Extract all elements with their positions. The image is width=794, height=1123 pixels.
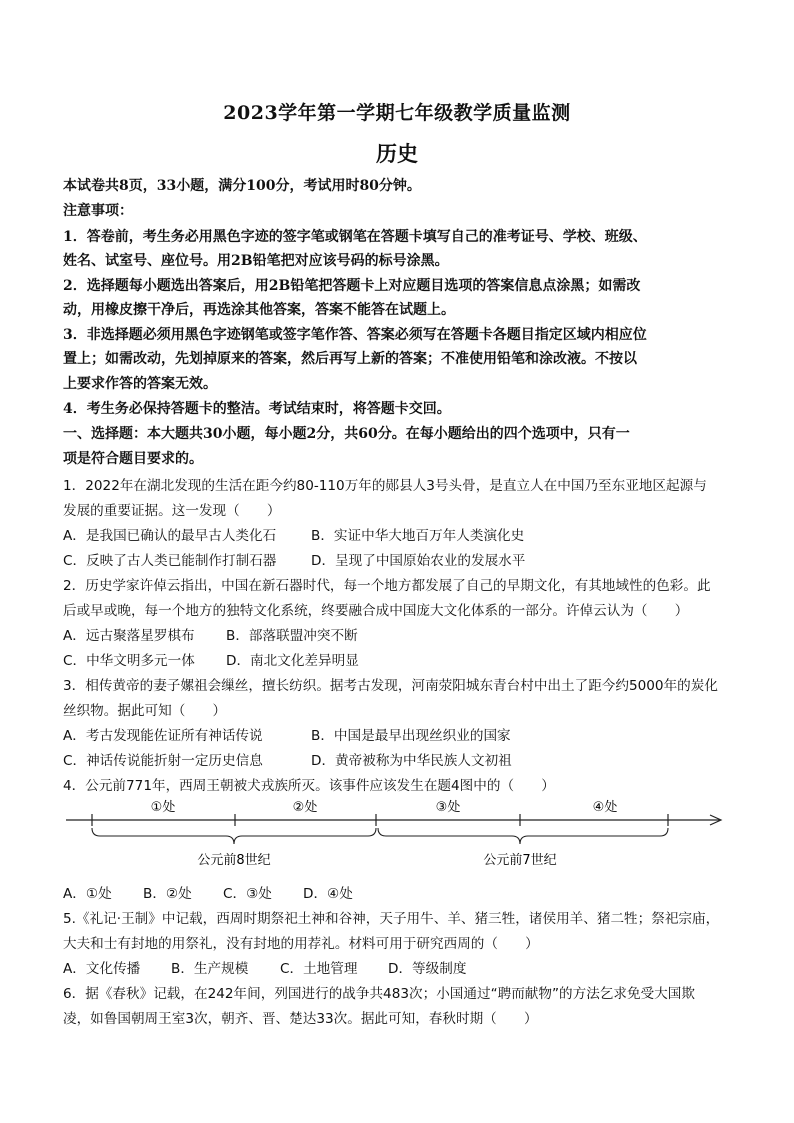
period-brace-7th	[378, 828, 668, 844]
timeline-figure	[60, 796, 730, 876]
option-d[interactable]: D．④处	[303, 886, 353, 902]
option-b[interactable]: B．生产规模	[171, 961, 249, 977]
note-line: 4．考生务必保持答题卡的整洁。考试结束时，将答题卡交回。	[63, 401, 451, 417]
option-d[interactable]: D．呈现了中国原始农业的发展水平	[311, 553, 526, 569]
option-c[interactable]: C．神话传说能折射一定历史信息	[63, 753, 263, 769]
question-stem: 大夫和士有封地的用祭礼，没有封地的用荐礼。材料可用于研究西周的（ ）	[63, 936, 539, 952]
option-d[interactable]: D．等级制度	[388, 961, 467, 977]
option-b[interactable]: B．实证中华大地百万年人类演化史	[311, 528, 525, 544]
timeline-marker-4: ④处	[592, 800, 618, 815]
note-line: 上要求作答的答案无效。	[63, 376, 217, 392]
question-stem: 2．历史学家许倬云指出，中国在新石器时代，每一个地方都发展了自己的早期文化，有其地域性的色彩。此	[63, 578, 711, 594]
note-line: 姓名、试室号、座位号。用2B铅笔把对应该号码的标号涂黑。	[63, 253, 449, 269]
period-brace-8th	[92, 828, 376, 844]
section-heading: 一、选择题：本大题共30小题，每小题2分，共60分。在每小题给出的四个选项中，只有一	[63, 426, 630, 442]
note-line: 3．非选择题必须用黑色字迹钢笔或签字笔作答、答案必须写在答题卡各题目指定区域内相应位	[63, 327, 647, 343]
question-stem: 6．据《春秋》记载，在242年间，列国进行的战争共483次；小国通过“聘而献物”的方法乞求免受大国欺	[63, 986, 695, 1002]
option-c[interactable]: C．反映了古人类已能制作打制石器	[63, 553, 277, 569]
option-a[interactable]: A．①处	[63, 886, 112, 902]
note-line: 置上；如需改动，先划掉原来的答案，然后再写上新的答案；不准使用铅笔和涂改液。不按以	[63, 351, 637, 367]
option-d[interactable]: D．黄帝被称为中华民族人文初祖	[311, 753, 512, 769]
option-b[interactable]: B．②处	[143, 886, 192, 902]
timeline-marker-3: ③处	[435, 800, 461, 815]
notes-heading: 注意事项：	[63, 203, 133, 219]
exam-summary: 本试卷共8页，33小题，满分100分，考试用时80分钟。	[63, 178, 421, 194]
option-a[interactable]: A．文化传播	[63, 961, 141, 977]
option-c[interactable]: C．③处	[223, 886, 272, 902]
option-b[interactable]: B．部落联盟冲突不断	[226, 628, 358, 644]
question-stem: 5.《礼记·王制》中记载，西周时期祭祀土神和谷神，天子用牛、羊、猪三牲，诸侯用羊、猪二牲；祭祀宗庙，	[63, 911, 720, 927]
question-stem: 发展的重要证据。这一发现（ ）	[63, 503, 281, 519]
note-line: 1．答卷前，考生务必用黑色字迹的签字笔或钢笔在答题卡填写自己的准考证号、学校、班级、	[63, 229, 647, 245]
option-c[interactable]: C．中华文明多元一体	[63, 653, 195, 669]
note-line: 2．选择题每小题选出答案后，用2B铅笔把答题卡上对应题目选项的答案信息点涂黑；如需改	[63, 278, 641, 294]
question-stem: 3．相传黄帝的妻子嫘祖会缫丝，擅长纺织。据考古发现，河南荥阳城东青台村中出土了距今约5000年的炭化	[63, 678, 718, 694]
option-a[interactable]: A．考古发现能佐证所有神话传说	[63, 728, 263, 744]
question-stem: 1．2022年在湖北发现的生活在距今约80-110万年的郧县人3号头骨，是直立人在中国乃至东亚地区起源与	[63, 478, 707, 494]
period-label-7th: 公元前7世纪	[483, 853, 557, 868]
exam-title: 2023学年第一学期七年级教学质量监测	[223, 102, 571, 124]
timeline-marker-2: ②处	[292, 800, 318, 815]
question-stem: 丝织物。据此可知（ ）	[63, 703, 227, 719]
option-a[interactable]: A．远古聚落星罗棋布	[63, 628, 195, 644]
timeline-marker-1: ①处	[150, 800, 176, 815]
question-stem: 4．公元前771年，西周王朝被犬戎族所灭。该事件应该发生在题4图中的（ ）	[63, 778, 555, 794]
note-line: 动，用橡皮擦干净后，再选涂其他答案，答案不能答在试题上。	[63, 302, 455, 318]
option-d[interactable]: D．南北文化差异明显	[226, 653, 359, 669]
option-c[interactable]: C．土地管理	[280, 961, 358, 977]
section-heading: 项是符合题目要求的。	[63, 451, 203, 467]
period-label-8th: 公元前8世纪	[197, 853, 271, 868]
question-stem: 后或早或晚，每一个地方的独特文化系统，终要融合成中国庞大文化体系的一部分。许倬云认为（ ）	[63, 603, 689, 619]
question-stem: 凌，如鲁国朝周王室3次，朝齐、晋、楚达33次。据此可知，春秋时期（ ）	[63, 1011, 538, 1027]
subject-title: 历史	[376, 141, 418, 166]
option-b[interactable]: B．中国是最早出现丝织业的国家	[311, 728, 511, 744]
option-a[interactable]: A．是我国已确认的最早古人类化石	[63, 528, 277, 544]
